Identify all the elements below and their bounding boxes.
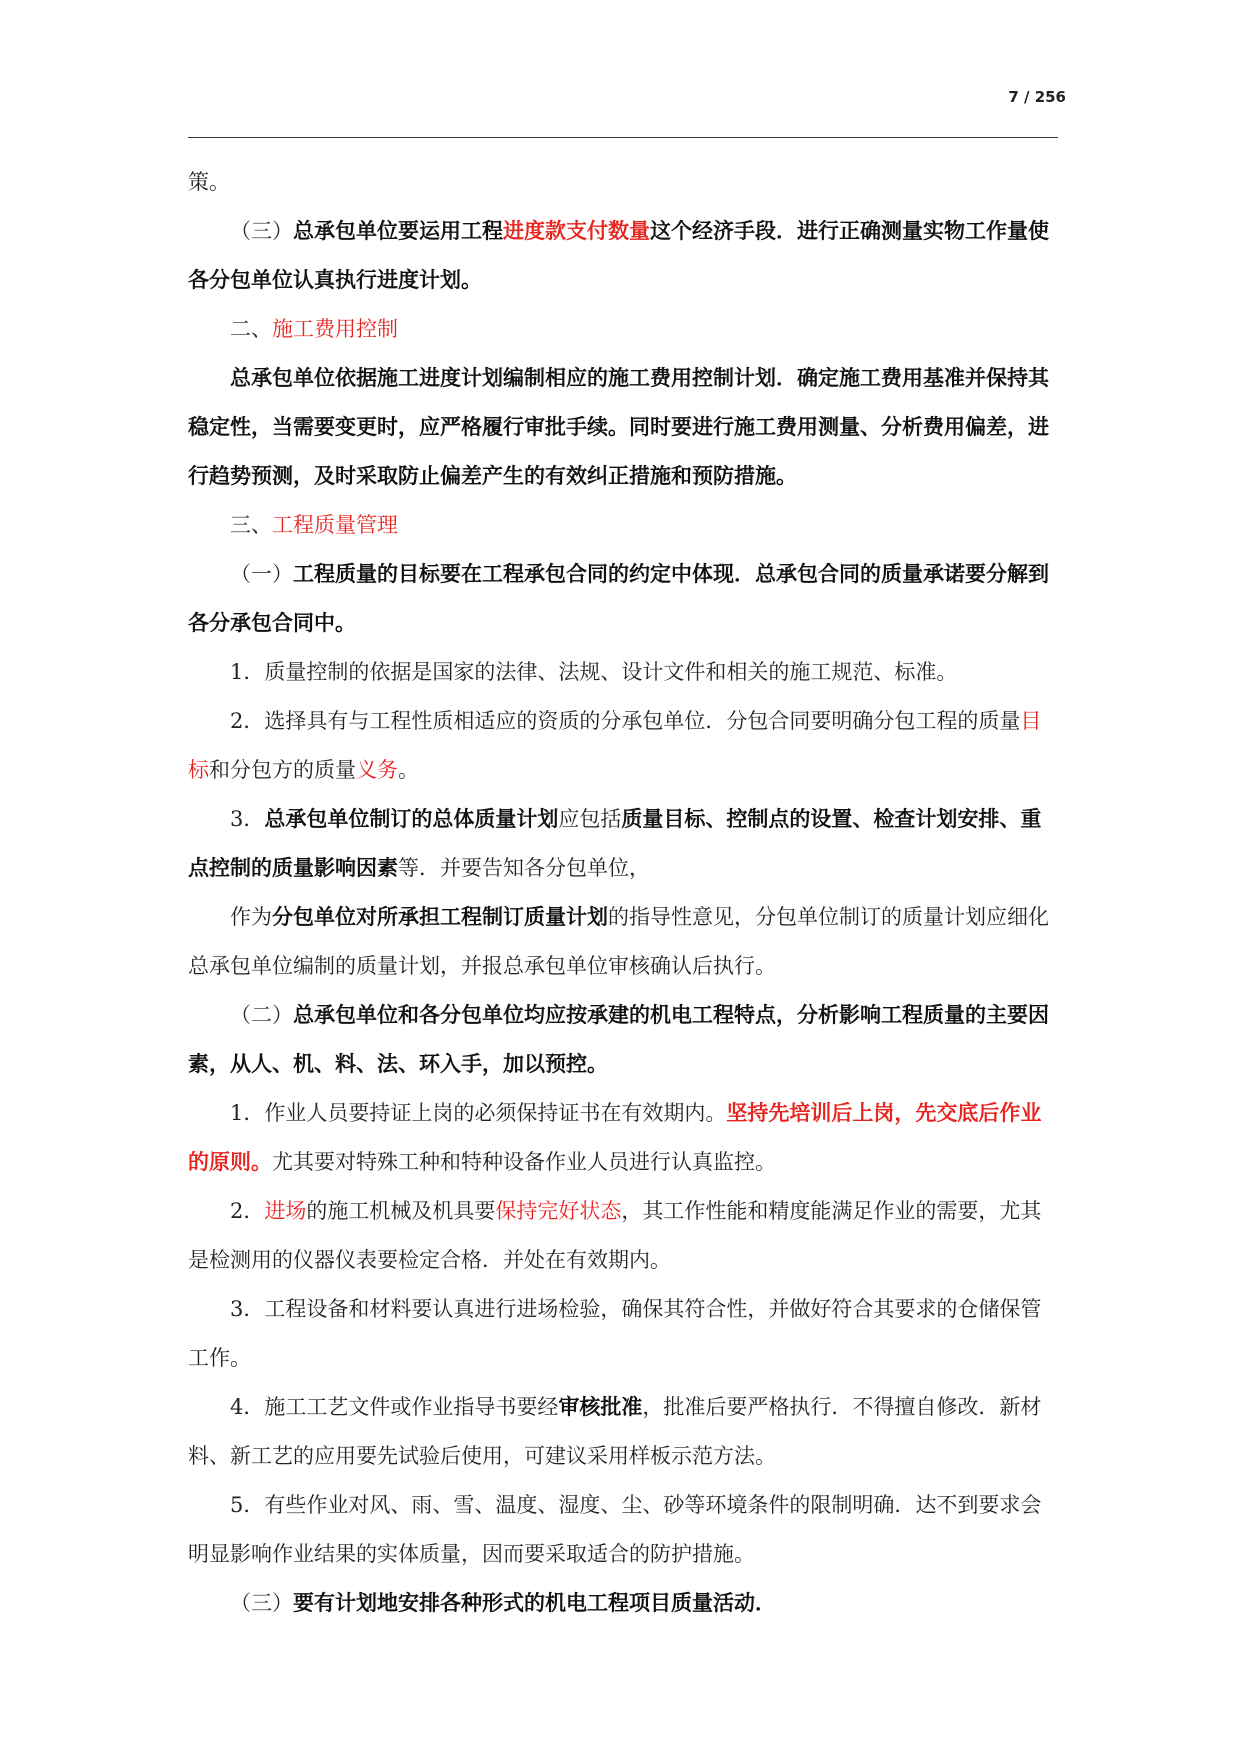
- list-item: [188, 1285, 1058, 1383]
- text-run: 的指导性意见，分包单位制订的质量计划应细化总承包单位编制的质量计划，并报总承包单位审核确认后执行。: [188, 905, 1049, 978]
- text-run: 总承包单位依据施工进度计划编制相应的施工费用控制计划．确定施工费用基准并保持其稳定性，当需要变更时，应严格履行审批手续。同时要进行施工费用测量、分析费用偏差，进行趋势预测，及时采取防止偏差产生的有效纠正措施和预防措施。: [188, 366, 1049, 488]
- section-heading: [188, 501, 1058, 550]
- paragraph: [188, 1579, 1058, 1628]
- list-item: [188, 795, 1058, 893]
- text-run: 质量目标、控制点的设置、检查计划安排、重点控制的质量影响因素: [188, 807, 1042, 880]
- text-run: 4．施工工艺文件或作业指导书要经: [230, 1395, 559, 1419]
- text-run: 进场: [264, 1199, 307, 1223]
- section-heading: [188, 305, 1058, 354]
- text-run: 3．工程设备和材料要认真进行进场检验，确保其符合性，并做好符合其要求的仓储保管工作。: [188, 1297, 1042, 1370]
- paragraph: [188, 354, 1058, 501]
- text-run: 策。: [188, 170, 230, 194]
- list-item: [188, 1089, 1058, 1187]
- paragraph: [188, 550, 1058, 648]
- paragraph: [188, 158, 1058, 207]
- text-run: 应包括: [558, 807, 622, 831]
- text-run: 的施工机械及机具要: [306, 1199, 496, 1223]
- text-run: 1．作业人员要持证上岗的必须保持证书在有效期内。: [230, 1101, 727, 1125]
- text-run: 作为: [230, 905, 272, 929]
- paragraph: [188, 207, 1058, 305]
- text-run: （三）: [230, 219, 293, 243]
- text-run: 义务: [356, 758, 398, 782]
- text-run: 审核批准: [558, 1395, 643, 1419]
- text-run: 这个经济手段．进行正确测量实物工作量使各分包单位认真执行进度计划。: [188, 219, 1049, 292]
- list-item: [188, 1383, 1058, 1481]
- header-divider: [188, 137, 1058, 138]
- list-item: [188, 1481, 1058, 1579]
- text-run: 尤其要对特殊工种和特种设备作业人员进行认真监控。: [272, 1150, 776, 1174]
- text-run: 工程质量的目标要在工程承包合同的约定中体现．总承包合同的质量承诺要分解到各分承包合同中。: [188, 562, 1049, 635]
- text-run: 和分包方的质量: [209, 758, 356, 782]
- text-run: 二、: [230, 317, 272, 341]
- text-run: 等．并要告知各分包单位，: [398, 856, 650, 880]
- text-run: 三、: [230, 513, 272, 537]
- paragraph: [188, 991, 1058, 1089]
- text-run: 总承包单位要运用工程: [293, 219, 503, 243]
- text-run: 总承包单位和各分包单位均应按承建的机电工程特点，分析影响工程质量的主要因素，从人、机、料、法、环入手，加以预控。: [188, 1003, 1049, 1076]
- text-run: ，批准后要严格执行．不得擅自修改．新材料、新工艺的应用要先试验后使用，可建议采用样板示范方法。: [188, 1395, 1042, 1468]
- text-run: 3．: [230, 807, 265, 831]
- text-run: 。: [398, 758, 419, 782]
- text-run: （一）: [230, 562, 293, 586]
- text-run: 分包单位对所承担工程制订质量计划: [272, 905, 608, 929]
- list-item: [188, 1187, 1058, 1285]
- text-run: 进度款支付数量: [503, 219, 650, 243]
- text-run: 施工费用控制: [272, 317, 398, 341]
- text-run: （二）: [230, 1003, 293, 1027]
- text-run: 工程质量管理: [272, 513, 398, 537]
- text-run: 要有计划地安排各种形式的机电工程项目质量活动．: [293, 1591, 776, 1615]
- text-run: 2．: [230, 1199, 265, 1223]
- text-run: 5．有些作业对风、雨、雪、温度、湿度、尘、砂等环境条件的限制明确．达不到要求会明显影响作业结果的实体质量，因而要采取适合的防护措施。: [188, 1493, 1042, 1566]
- text-run: 保持完好状态: [495, 1199, 622, 1223]
- text-run: 坚持先培训后上岗，先交底后作业的原则。: [188, 1101, 1042, 1174]
- document-body: [188, 158, 1058, 1628]
- paragraph: [188, 893, 1058, 991]
- page-number: 7 / 256: [1008, 88, 1066, 106]
- list-item: [188, 648, 1058, 697]
- text-run: 目标: [188, 709, 1042, 782]
- text-run: 2．选择具有与工程性质相适应的资质的分承包单位．分包合同要明确分包工程的质量: [230, 709, 1021, 733]
- text-run: 1．质量控制的依据是国家的法律、法规、设计文件和相关的施工规范、标准。: [230, 660, 958, 684]
- text-run: ，其工作性能和精度能满足作业的需要，尤其是检测用的仪器仪表要检定合格．并处在有效期内。: [188, 1199, 1042, 1272]
- list-item: [188, 697, 1058, 795]
- text-run: 总承包单位制订的总体质量计划: [264, 807, 559, 831]
- text-run: （三）: [230, 1591, 293, 1615]
